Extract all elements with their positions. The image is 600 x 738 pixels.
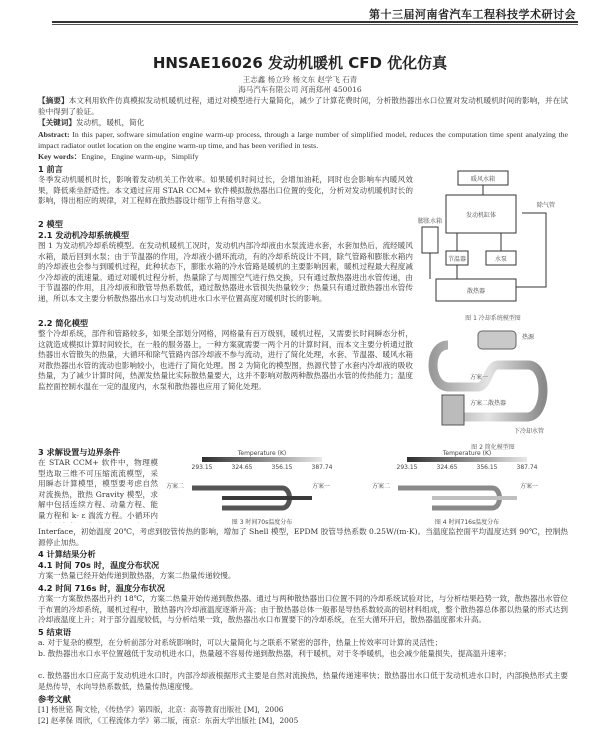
affiliation: 海马汽车有限公司 河南郑州 450016 <box>238 85 362 94</box>
fig1-label-thermostat: 节温器 <box>447 256 467 263</box>
reference-2: [2] 赵孝保 周欣，《工程流体力学》第二版，南京：东南大学出版社 [M]，2005 <box>38 716 299 725</box>
conclusion-b: b. 散热器出水口水平位置越低于发动机进水口，热量越不容易传递到散热器，利于暖机，对于冬季暖机，也会减少能量损失，提高温升速率； <box>38 649 511 658</box>
abstract-cn-text: 本文利用软件仿真模拟发动机暖机过程，通过对模型进行大量简化，减少了计算花费时间，分析散热器出水口位置对发动机暖机时间的影响，并在试验中得到了验证。 <box>38 96 568 116</box>
keywords-cn-label: 【关键词】 <box>38 118 76 127</box>
fig3-tick-3: 387.74 <box>311 464 333 471</box>
header-rule-thin <box>52 24 578 25</box>
reference-1: [1] 杨世铭 陶文铨，《传热学》第四版，北京：高等教育出版社 [M]，2006 <box>38 705 284 714</box>
fig1-label-heater: 暖风水箱 <box>470 176 496 183</box>
fig1-label-pump: 水泵 <box>494 256 508 263</box>
fig4-tick-0: 293.15 <box>396 464 418 471</box>
section-2-2-heading: 2.2 简化模型 <box>38 318 89 328</box>
figure-2-model <box>418 325 568 443</box>
keywords-cn-text: 发动机，暖机，简化 <box>75 118 145 127</box>
fig4-scheme-2-label: 方案二 <box>372 483 391 490</box>
figure-1-caption: 图 1 冷却系统模型图 <box>465 315 521 322</box>
abstract-en <box>38 130 568 152</box>
section-1-heading: 1 前言 <box>38 164 63 174</box>
section-4-2-heading: 4.2 时间 716s 时，温度分布状况 <box>38 583 165 593</box>
figure-3-caption: 图 3 时间70s温度分布 <box>231 519 293 526</box>
fig1-label-degas: 除气管 <box>536 202 556 209</box>
section-3-text-cont: Interface，初始温度 20℃，考虑到胶管传热的影响，增加了 Shell 模型，EPDM 胶管导热系数 0.25W/(m·K)。当温度监控面平均温度达到 90℃，控制热源停止加热。 <box>38 527 568 547</box>
section-4-2-text: 方案一方案散热器出升约 18℃，方案二热量开始传递到散热器。通过与两种散热器出口位置不同的冷却系统试验对比，与分析结果趋势一致，散热器出水管位于布置的冷却系统，暖机过程中，散热器内冷却液温度逐渐升高；由于散热器总体一般都是导热系数较高的铝材料组成，整个散热器总体都以热量的形式达到冷却液温度上升；对于部分温度较低，与分析结果一致，散热器出水口布置要下的冷却系统，在至大循环开启，散热器温度都未升高。 <box>38 594 568 625</box>
keywords-cn <box>38 118 568 129</box>
section-5-heading: 5 结束语 <box>38 627 72 637</box>
keywords-en-text: Engine，Engine warm-up，Simplify <box>81 152 199 161</box>
fig3-tick-2: 356.15 <box>271 464 293 471</box>
fig3-colorbar-title: Temperature (K) <box>237 450 287 457</box>
section-2-2-text: 整个冷却系统，部件和管路较多，如果全部划分网格，网格量有百万级别，暖机过程，又需要长时间瞬态分析，这就造成模拟计算时间较长，在一般的服务器上，一种方案就需要一两个月的计算时间，而本文主要分析通过散热器出水管散失的热量，大循环和除气管路内部冷却液不参与流动，进行了简化处理，水套、节温器、暖风水箱对散热器出水管的流动也影响较小，也进行了简化处理。图 2 为简化的模型图，热源代替了水套内冷却液的吸收热量，为了减少计算时间，热源发热量比实际散热量要大，这并不影响对散两种散热器出水管的传热能力；温度监控面控制水温在一定的温度内，水泵和散热器也应用了简化处理。 <box>38 329 413 391</box>
references-heading: 参考文献 <box>38 694 71 704</box>
section-3-heading: 3 求解设置与边界条件 <box>38 447 121 457</box>
section-3-text: 在 STAR CCM+ 软件中，物理模型选取三维不可压缩流流模型，采用瞬态计算模型，模型要考虑自然对流换热，散热 Gravity 模型，求解中包括连续方程、动量方程、能量方程和 k- ε 湍流方程。小循环内 <box>38 458 158 520</box>
fig3-colorbar <box>202 457 322 462</box>
fig1-label-tank: 膨胀水箱 <box>418 218 443 225</box>
section-2-1-text: 图 1 为发动机冷却系统模型。在发动机暖机工况时，发动机内部冷却液由水泵流进水套，水套加热后，流经暖风水箱，最后回到水泵；由于节温器的作用，冷却液小循环流动，有的冷却系统设计不同，除气管路和膨胀水箱内的冷却液也会参与到暖机过程，此种状态下，膨胀水箱的冷水管路是暖机的主要影响因素，暖机过程最大程度减少冷却液的流速量。通过对暖机过程分析，热量除了与周围空气进行热交换，只有通过散热器进出水管传递，由于节温器的作用，且冷却液和散管导热系数低，通过散热器进水管损失热量较少；热量只有通过散热器出水管传递，所以本文主要分析散热器出水口与发动机进水口水平位置高度对暖机时长的影响。 <box>38 241 413 303</box>
figures-3-4-temperature <box>162 448 568 526</box>
page-header <box>0 0 600 30</box>
figure-2-caption: 图 2 简化模型图 <box>471 444 515 451</box>
heat-source-block <box>478 331 516 349</box>
section-2-1-heading: 2.1 发动机冷却系统模型 <box>38 230 130 240</box>
fig2-label-hose: 下冷却水管 <box>514 428 545 435</box>
expansion-tank-box <box>422 227 438 253</box>
keywords-en <box>38 152 568 163</box>
fig4-tick-1: 324.65 <box>436 464 458 471</box>
section-4-1-heading: 4.1 时间 70s 时，温度分布状况 <box>38 560 160 570</box>
conclusion-c: c. 散热器出水口应高于发动机进水口时，内部冷却液根据形式主要是自然对流换热，热量传递速率快；散热器出水口低于发动机进水口时，内部换热形式主要是热传导，水向导热系数低，热量传热速度慢。 <box>38 671 568 691</box>
section-4-heading: 4 计算结果分析 <box>38 549 96 559</box>
fig4-tick-2: 356.15 <box>476 464 498 471</box>
radiator-block <box>442 395 464 425</box>
journal-name: 第十三届河南省汽车工程科技学术研讨会 <box>369 8 576 21</box>
abstract-cn <box>38 96 568 118</box>
radiator-hose-path <box>516 213 546 287</box>
section-2-heading: 2 模型 <box>38 219 63 229</box>
abstract-cn-label: 【摘要】 <box>38 96 69 105</box>
fig2-label-scheme1: 方案一 <box>470 374 489 381</box>
fig3-tick-1: 324.65 <box>231 464 253 471</box>
authors: 王志鑫 杨立玲 杨文东 赵学飞 石青 <box>242 75 358 84</box>
figure-4-caption: 图 4 时间716s温度分布 <box>434 519 500 526</box>
fig3-tick-0: 293.15 <box>191 464 213 471</box>
fig4-colorbar <box>407 457 527 462</box>
fig3-scheme-1-label: 方案一 <box>312 483 331 490</box>
fig2-label-heat: 热源 <box>522 334 535 341</box>
abstract-en-label: Abstract: <box>38 130 70 139</box>
fig3-scheme-2-label: 方案二 <box>166 483 185 490</box>
fig4-tick-3: 387.74 <box>516 464 538 471</box>
fig1-label-engine: 发动机缸体 <box>465 212 497 219</box>
paper-title: HNSAE16026 发动机暖机 CFD 优化仿真 <box>152 54 448 72</box>
keywords-en-label: Key words： <box>38 152 82 161</box>
section-4-1-text: 方案一热量已经开始传递到散热器，方案二热量传递较慢。 <box>38 571 236 580</box>
abstract-en-text: In this paper, software simulation engine warm-up process, through a large number of simplified model, reduces the computation time spent analyzing the impact radiator outlet location on the engine warm-up time, and has been verified in tests. <box>38 130 568 150</box>
header-rule <box>52 21 578 23</box>
fig1-label-radiator: 散热器 <box>466 288 486 295</box>
section-1-text: 冬季发动机暖机时长，影响着发动机关工作效率。如果暖机时间过长，会增加油耗，同时也会影响车内暖风效果，降低乘坐舒适性。本文通过应用 STAR CCM+ 软件模拟散热器出口位置的变化，分析对发动机暖机时长的影响，得出相应的规律，对工程师在散热器设计细节上有指导意义。 <box>38 175 413 206</box>
fig2-label-scheme2: 方案二散热器 <box>470 400 507 407</box>
fig4-colorbar-title: Temperature (K) <box>442 450 492 457</box>
fig4-scheme-1-label: 方案一 <box>520 483 539 490</box>
conclusion-a: a. 对于复杂的模型，在分析前部分对系统影响时，可以大量简化与之联系不紧密的部件，热量上传效率可计算的灵活性； <box>38 638 443 647</box>
figure-1-schematic <box>418 163 568 313</box>
